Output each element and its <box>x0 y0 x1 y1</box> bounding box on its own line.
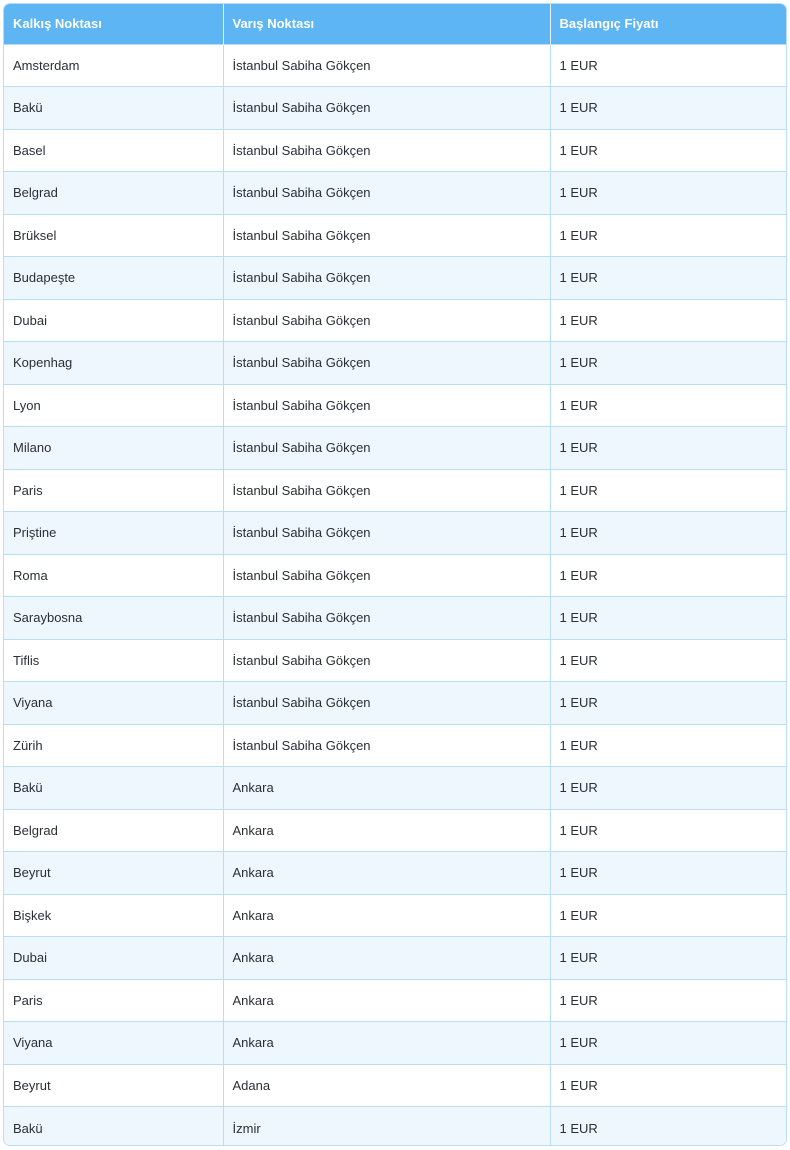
price-cell: 1 EUR <box>550 852 787 895</box>
table-body <box>4 44 787 1146</box>
price-cell: 1 EUR <box>550 87 787 130</box>
arrival-cell: İstanbul Sabiha Gökçen <box>223 87 550 130</box>
arrival-cell: İstanbul Sabiha Gökçen <box>223 427 550 470</box>
arrival-cell: İstanbul Sabiha Gökçen <box>223 172 550 215</box>
arrival-cell: Ankara <box>223 1022 550 1065</box>
table-row <box>4 427 787 470</box>
price-cell: 1 EUR <box>550 1107 787 1147</box>
table-row <box>4 1107 787 1147</box>
departure-cell: Roma <box>4 554 223 597</box>
table-row <box>4 1064 787 1107</box>
departure-cell: Priştine <box>4 512 223 555</box>
departure-cell: Kopenhag <box>4 342 223 385</box>
departure-cell: Beyrut <box>4 852 223 895</box>
price-cell: 1 EUR <box>550 767 787 810</box>
departure-cell: Zürih <box>4 724 223 767</box>
price-cell: 1 EUR <box>550 214 787 257</box>
price-cell: 1 EUR <box>550 597 787 640</box>
departure-cell: Budapeşte <box>4 257 223 300</box>
arrival-cell: Ankara <box>223 767 550 810</box>
price-cell: 1 EUR <box>550 894 787 937</box>
departure-cell: Dubai <box>4 937 223 980</box>
table-row <box>4 214 787 257</box>
table-row <box>4 597 787 640</box>
departure-cell: Bişkek <box>4 894 223 937</box>
flight-price-table <box>3 3 787 1146</box>
header-row <box>4 4 787 44</box>
arrival-cell: Ankara <box>223 894 550 937</box>
table-row <box>4 257 787 300</box>
table-row <box>4 852 787 895</box>
arrival-cell: İstanbul Sabiha Gökçen <box>223 597 550 640</box>
arrival-cell: Adana <box>223 1064 550 1107</box>
arrival-cell: İstanbul Sabiha Gökçen <box>223 554 550 597</box>
departure-cell: Milano <box>4 427 223 470</box>
arrival-cell: İstanbul Sabiha Gökçen <box>223 299 550 342</box>
table-header <box>4 4 787 44</box>
arrival-cell: İstanbul Sabiha Gökçen <box>223 44 550 87</box>
table-row <box>4 87 787 130</box>
arrival-cell: İstanbul Sabiha Gökçen <box>223 342 550 385</box>
table-row <box>4 384 787 427</box>
arrival-cell: İstanbul Sabiha Gökçen <box>223 214 550 257</box>
price-cell: 1 EUR <box>550 554 787 597</box>
departure-cell: Viyana <box>4 1022 223 1065</box>
arrival-cell: İzmir <box>223 1107 550 1147</box>
price-cell: 1 EUR <box>550 44 787 87</box>
price-cell: 1 EUR <box>550 1022 787 1065</box>
departure-cell: Bakü <box>4 1107 223 1147</box>
departure-cell: Paris <box>4 979 223 1022</box>
table-row <box>4 44 787 87</box>
arrival-cell: Ankara <box>223 937 550 980</box>
arrival-cell: İstanbul Sabiha Gökçen <box>223 724 550 767</box>
price-cell: 1 EUR <box>550 809 787 852</box>
arrival-cell: İstanbul Sabiha Gökçen <box>223 129 550 172</box>
departure-cell: Lyon <box>4 384 223 427</box>
price-table <box>4 4 787 1146</box>
price-cell: 1 EUR <box>550 937 787 980</box>
price-cell: 1 EUR <box>550 724 787 767</box>
arrival-cell: İstanbul Sabiha Gökçen <box>223 257 550 300</box>
arrival-cell: İstanbul Sabiha Gökçen <box>223 469 550 512</box>
price-cell: 1 EUR <box>550 172 787 215</box>
header-arrival: Varış Noktası <box>223 4 550 44</box>
table-row <box>4 299 787 342</box>
header-starting-price: Başlangıç Fiyatı <box>550 4 787 44</box>
table-row <box>4 554 787 597</box>
arrival-cell: Ankara <box>223 979 550 1022</box>
table-row <box>4 639 787 682</box>
price-cell: 1 EUR <box>550 639 787 682</box>
table-row <box>4 767 787 810</box>
table-row <box>4 894 787 937</box>
departure-cell: Basel <box>4 129 223 172</box>
table-row <box>4 1022 787 1065</box>
departure-cell: Belgrad <box>4 809 223 852</box>
arrival-cell: İstanbul Sabiha Gökçen <box>223 682 550 725</box>
arrival-cell: Ankara <box>223 809 550 852</box>
arrival-cell: İstanbul Sabiha Gökçen <box>223 639 550 682</box>
price-cell: 1 EUR <box>550 257 787 300</box>
table-row <box>4 512 787 555</box>
price-cell: 1 EUR <box>550 427 787 470</box>
table-row <box>4 724 787 767</box>
table-row <box>4 682 787 725</box>
table-row <box>4 809 787 852</box>
departure-cell: Belgrad <box>4 172 223 215</box>
table-row <box>4 979 787 1022</box>
departure-cell: Saraybosna <box>4 597 223 640</box>
table-row <box>4 937 787 980</box>
price-cell: 1 EUR <box>550 1064 787 1107</box>
departure-cell: Brüksel <box>4 214 223 257</box>
price-cell: 1 EUR <box>550 979 787 1022</box>
arrival-cell: İstanbul Sabiha Gökçen <box>223 512 550 555</box>
table-row <box>4 342 787 385</box>
departure-cell: Bakü <box>4 87 223 130</box>
departure-cell: Tiflis <box>4 639 223 682</box>
price-cell: 1 EUR <box>550 384 787 427</box>
table-row <box>4 129 787 172</box>
departure-cell: Bakü <box>4 767 223 810</box>
departure-cell: Dubai <box>4 299 223 342</box>
price-cell: 1 EUR <box>550 299 787 342</box>
departure-cell: Amsterdam <box>4 44 223 87</box>
departure-cell: Viyana <box>4 682 223 725</box>
price-cell: 1 EUR <box>550 469 787 512</box>
price-cell: 1 EUR <box>550 512 787 555</box>
table-row <box>4 469 787 512</box>
table-row <box>4 172 787 215</box>
arrival-cell: İstanbul Sabiha Gökçen <box>223 384 550 427</box>
departure-cell: Beyrut <box>4 1064 223 1107</box>
arrival-cell: Ankara <box>223 852 550 895</box>
departure-cell: Paris <box>4 469 223 512</box>
header-departure: Kalkış Noktası <box>4 4 223 44</box>
price-cell: 1 EUR <box>550 129 787 172</box>
price-cell: 1 EUR <box>550 682 787 725</box>
price-cell: 1 EUR <box>550 342 787 385</box>
